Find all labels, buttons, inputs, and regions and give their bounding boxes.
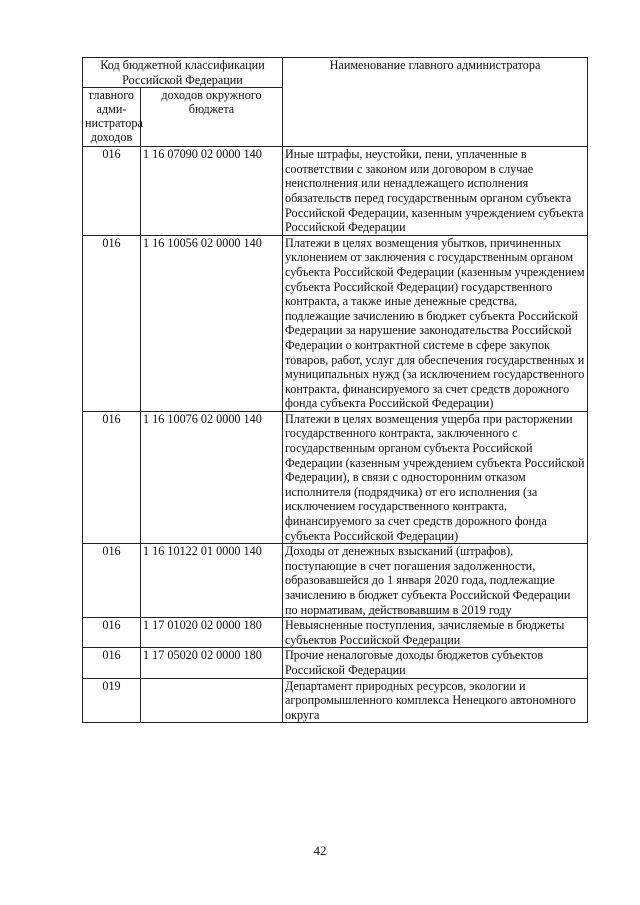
admin-code-cell: 016 xyxy=(83,544,141,618)
table-row xyxy=(83,648,588,678)
income-code-cell: 1 16 10056 02 0000 140 xyxy=(141,235,283,411)
admin-code-cell: 016 xyxy=(83,648,141,678)
table-header-row xyxy=(83,58,588,88)
name-cell: Доходы от денежных взысканий (штрафов), поступающие в счет погашения задолженности, образовавшейся до 1 января 2020 года, подлежащие зачислению в бюджет субъекта Российской Федерации по нормативам, действовавшим в 2019 году xyxy=(283,544,588,618)
table-row xyxy=(83,544,588,618)
admin-code-cell: 016 xyxy=(83,147,141,236)
admin-code-cell: 016 xyxy=(83,618,141,648)
income-code-cell: 1 16 10122 01 0000 140 xyxy=(141,544,283,618)
admin-code-cell: 019 xyxy=(83,678,141,723)
name-cell: Прочие неналоговые доходы бюджетов субъектов Российской Федерации xyxy=(283,648,588,678)
name-cell: Платежи в целях возмещения ущерба при расторжении государственного контракта, заключенного с государственным органом субъекта Российской Федерации (казенным учреждением субъекта Российской Федерации), в связи с односторонним отказом исполнителя (подрядчика) от его исполнения (за исключением государственного контракта, финансируемого за счет средств дорожного фонда субъекта Российской Федерации) xyxy=(283,411,588,543)
income-code-cell: 1 16 07090 02 0000 140 xyxy=(141,147,283,236)
header-administrator-name: Наименование главного администратора xyxy=(283,58,588,147)
table-row xyxy=(83,235,588,411)
income-code-cell: 1 17 05020 02 0000 180 xyxy=(141,648,283,678)
department-name-cell: Департамент природных ресурсов, экологии и агропромышленного комплекса Ненецкого автономного округа xyxy=(283,678,588,723)
income-code-cell: 1 17 01020 02 0000 180 xyxy=(141,618,283,648)
income-code-cell: 1 16 10076 02 0000 140 xyxy=(141,411,283,543)
budget-classification-table xyxy=(82,57,588,723)
table-row-department xyxy=(83,678,588,723)
table-row xyxy=(83,411,588,543)
header-income-code: доходов окружного бюджета xyxy=(141,88,283,147)
admin-code-cell: 016 xyxy=(83,235,141,411)
table-row xyxy=(83,618,588,648)
header-admin-code: главного адми-нистратора доходов xyxy=(83,88,141,147)
header-classification-code: Код бюджетной классификации Российской Федерации xyxy=(83,58,283,88)
name-cell: Иные штрафы, неустойки, пени, уплаченные в соответствии с законом или договором в случае неисполнения или ненадлежащего исполнения обязательств перед государственным органом субъекта Российской Федерации, казенным учреждением субъекта Российской Федерации xyxy=(283,147,588,236)
income-code-cell xyxy=(141,678,283,723)
name-cell: Платежи в целях возмещения убытков, причиненных уклонением от заключения с государственным органом субъекта Российской Федерации (казенным учреждением субъекта Российской Федерации) государственного контракта, а также иные денежные средства, подлежащие зачислению в бюджет субъекта Российской Федерации за нарушение законодательства Российской Федерации о контрактной системе в сфере закупок товаров, работ, услуг для обеспечения государственных и муниципальных нужд (за исключением государственного контракта, финансируемого за счет средств дорожного фонда субъекта Российской Федерации) xyxy=(283,235,588,411)
name-cell: Невыясненные поступления, зачисляемые в бюджеты субъектов Российской Федерации xyxy=(283,618,588,648)
page-number: 42 xyxy=(313,843,327,858)
admin-code-cell: 016 xyxy=(83,411,141,543)
table-row xyxy=(83,147,588,236)
